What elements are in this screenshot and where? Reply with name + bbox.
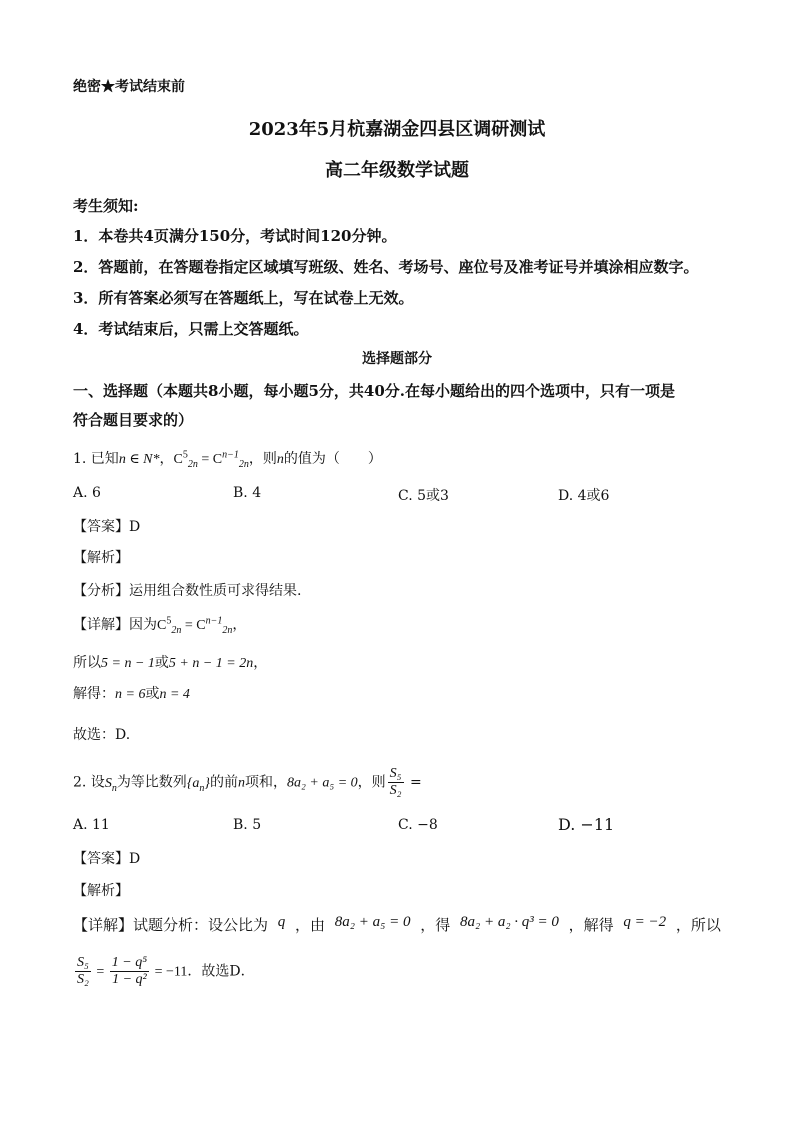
- q2-frac-den: S₂: [389, 783, 402, 798]
- q2-fraction: [388, 766, 404, 799]
- q2-mid1: 为等比数列: [116, 774, 187, 791]
- q2-detail-part: q: [277, 914, 286, 930]
- q1-fenxi: 【分析】运用组合数性质可求得结果.: [73, 583, 302, 599]
- q1-separator: ，: [159, 451, 174, 467]
- q2-seq-open: {a: [186, 775, 200, 791]
- q2-detail-part: ，所以: [675, 916, 721, 934]
- q1-eq-equals: =: [197, 452, 213, 467]
- q2-detail-part: 【详解】试题分析：设公比为: [73, 916, 269, 934]
- q1-step-1: [73, 652, 267, 672]
- section-intro-line2: 符合题目要求的）: [73, 411, 194, 429]
- q2-detail-part: 8a₂ + a₅ = 0: [334, 914, 411, 930]
- q2-detail-part: 8a₂ + a₂ · q³ = 0: [459, 914, 559, 930]
- q1-prefix: 1. 已知: [73, 451, 119, 467]
- q2-detail-part: ，解得: [568, 916, 614, 934]
- q1-answer: 【答案】D: [73, 519, 141, 535]
- q1-eq-base-left: C: [173, 452, 183, 467]
- q2-sn-base: S: [104, 775, 112, 791]
- q1-option-c: C. 5或3: [398, 488, 449, 504]
- q1-step1-or: 或: [154, 655, 169, 671]
- q2-option-b: B. 5: [233, 817, 262, 833]
- q1-condition: n ∈ N*: [118, 452, 160, 467]
- q1-detail-eq-sub-left: 2n: [171, 624, 182, 636]
- q1-analysis-label: 【解析】: [73, 550, 129, 566]
- notice-item: 1．本卷共4页满分150分，考试时间120分钟。: [73, 227, 397, 245]
- q2-detail-part: ，得: [420, 916, 451, 934]
- q2-frac-num: S₅: [389, 766, 402, 781]
- q2-option-d: D. −11: [558, 815, 615, 834]
- question-2-stem: [73, 766, 422, 799]
- q1-step1-suffix: ，: [253, 655, 268, 671]
- q1-detail-eq-equals: =: [181, 618, 197, 633]
- question-1-stem: [73, 448, 382, 470]
- q1-eq-sup-right: n−1: [222, 449, 239, 461]
- q1-step1-eq-b: 5 + n − 1 = 2n: [168, 656, 254, 671]
- q2-seq-sub: n: [199, 782, 205, 794]
- q2-detail-part: q = −2: [623, 914, 667, 930]
- q2-option-c: C. −8: [398, 817, 438, 833]
- q1-option-b: B. 4: [233, 485, 262, 501]
- q2-final-num-left: S₅: [77, 955, 89, 970]
- q2-answer: 【答案】D: [73, 851, 141, 867]
- exam-subtitle: 高二年级数学试题: [325, 160, 469, 181]
- q1-detail-eq-base-left: C: [157, 618, 167, 633]
- q1-detail-eq-sub-right: 2n: [222, 624, 233, 636]
- secrecy-label: 绝密★考试结束前: [73, 79, 185, 95]
- q2-final-eq: =: [92, 964, 108, 980]
- q2-final-den-left: S₂: [77, 972, 89, 987]
- q1-option-d: D. 4或6: [558, 488, 610, 504]
- q1-eq-sub-left: 2n: [187, 458, 198, 470]
- q1-step2-eq-b: n = 4: [159, 687, 190, 702]
- notice-heading: 考生须知:: [73, 197, 139, 215]
- q2-analysis-label: 【解析】: [73, 883, 129, 899]
- q2-seq-close: }: [204, 775, 211, 791]
- q1-choose: 故选：D.: [73, 727, 131, 743]
- q1-var: n: [276, 452, 284, 467]
- q1-step1-eq-a: 5 = n − 1: [101, 656, 155, 671]
- q2-final-tail: = −11: [151, 964, 188, 980]
- q1-detail-prefix: 【详解】因为: [73, 617, 157, 633]
- q1-step2-eq-a: n = 6: [115, 687, 146, 702]
- q2-detail-part: ，由: [295, 916, 326, 934]
- notice-item: 3．所有答案必须写在答题纸上，写在试卷上无效。: [73, 289, 414, 307]
- q2-mid4: ，则: [357, 774, 386, 791]
- q1-detail-eq-sup-left: 5: [166, 615, 172, 627]
- q2-final-frac-right: [110, 955, 149, 988]
- q1-detail-eq-base-right: C: [196, 618, 206, 633]
- q1-option-a: A. 6: [73, 485, 101, 501]
- q1-step2-prefix: 解得：: [73, 686, 115, 702]
- q2-final-den-right: 1 − q²: [112, 972, 147, 987]
- section-title: 选择题部分: [362, 351, 432, 367]
- section-intro-line1: 一、选择题（本题共8小题，每小题5分，共40分.在每小题给出的四个选项中，只有一项是: [73, 382, 675, 400]
- q2-var-n: n: [238, 775, 246, 791]
- q1-eq-sub-right: 2n: [238, 458, 249, 470]
- exam-title: 2023年5月杭嘉湖金四县区调研测试: [248, 119, 546, 140]
- q1-detail-eq-sup-right: n−1: [205, 615, 223, 627]
- q1-detail-equation: [157, 615, 233, 636]
- q2-final-frac-left: [75, 955, 91, 988]
- q1-eq-sup-left: 5: [182, 449, 188, 461]
- q2-sn: [104, 775, 117, 794]
- q1-detail-suffix: ，: [232, 617, 247, 633]
- q1-detail: [73, 614, 246, 636]
- q1-step2-or: 或: [145, 686, 160, 702]
- q1-step1-prefix: 所以: [73, 655, 101, 671]
- q2-option-a: A. 11: [73, 817, 110, 833]
- q1-suffix-a: ，则: [248, 451, 277, 467]
- q2-detail-row: [73, 914, 721, 935]
- q2-detail: [73, 914, 721, 935]
- notice-item: 4．考试结束后，只需上交答题纸。: [73, 320, 309, 338]
- q1-suffix-b: 的值为（ ）: [283, 451, 382, 467]
- q2-final: [73, 955, 255, 988]
- q2-prefix: 2. 设: [73, 774, 105, 791]
- q1-step-2: [73, 683, 190, 703]
- q2-condition: 8a₂ + a₅ = 0: [287, 775, 358, 791]
- q2-mid3: 项和，: [245, 774, 288, 791]
- notice-item: 2．答题前，在答题卷指定区域填写班级、姓名、考场号、座位号及准考证号并填涂相应数字。: [73, 258, 699, 276]
- q2-final-text: ．故选D．: [187, 963, 255, 980]
- q2-sequence: [186, 775, 211, 794]
- q2-eq: =: [405, 774, 422, 791]
- q2-sn-sub: n: [111, 782, 117, 794]
- q2-final-num-right: 1 − q⁵: [111, 955, 148, 970]
- q1-equation: [173, 449, 249, 470]
- q2-mid2: 的前: [210, 774, 239, 791]
- q1-eq-base-right: C: [212, 452, 223, 467]
